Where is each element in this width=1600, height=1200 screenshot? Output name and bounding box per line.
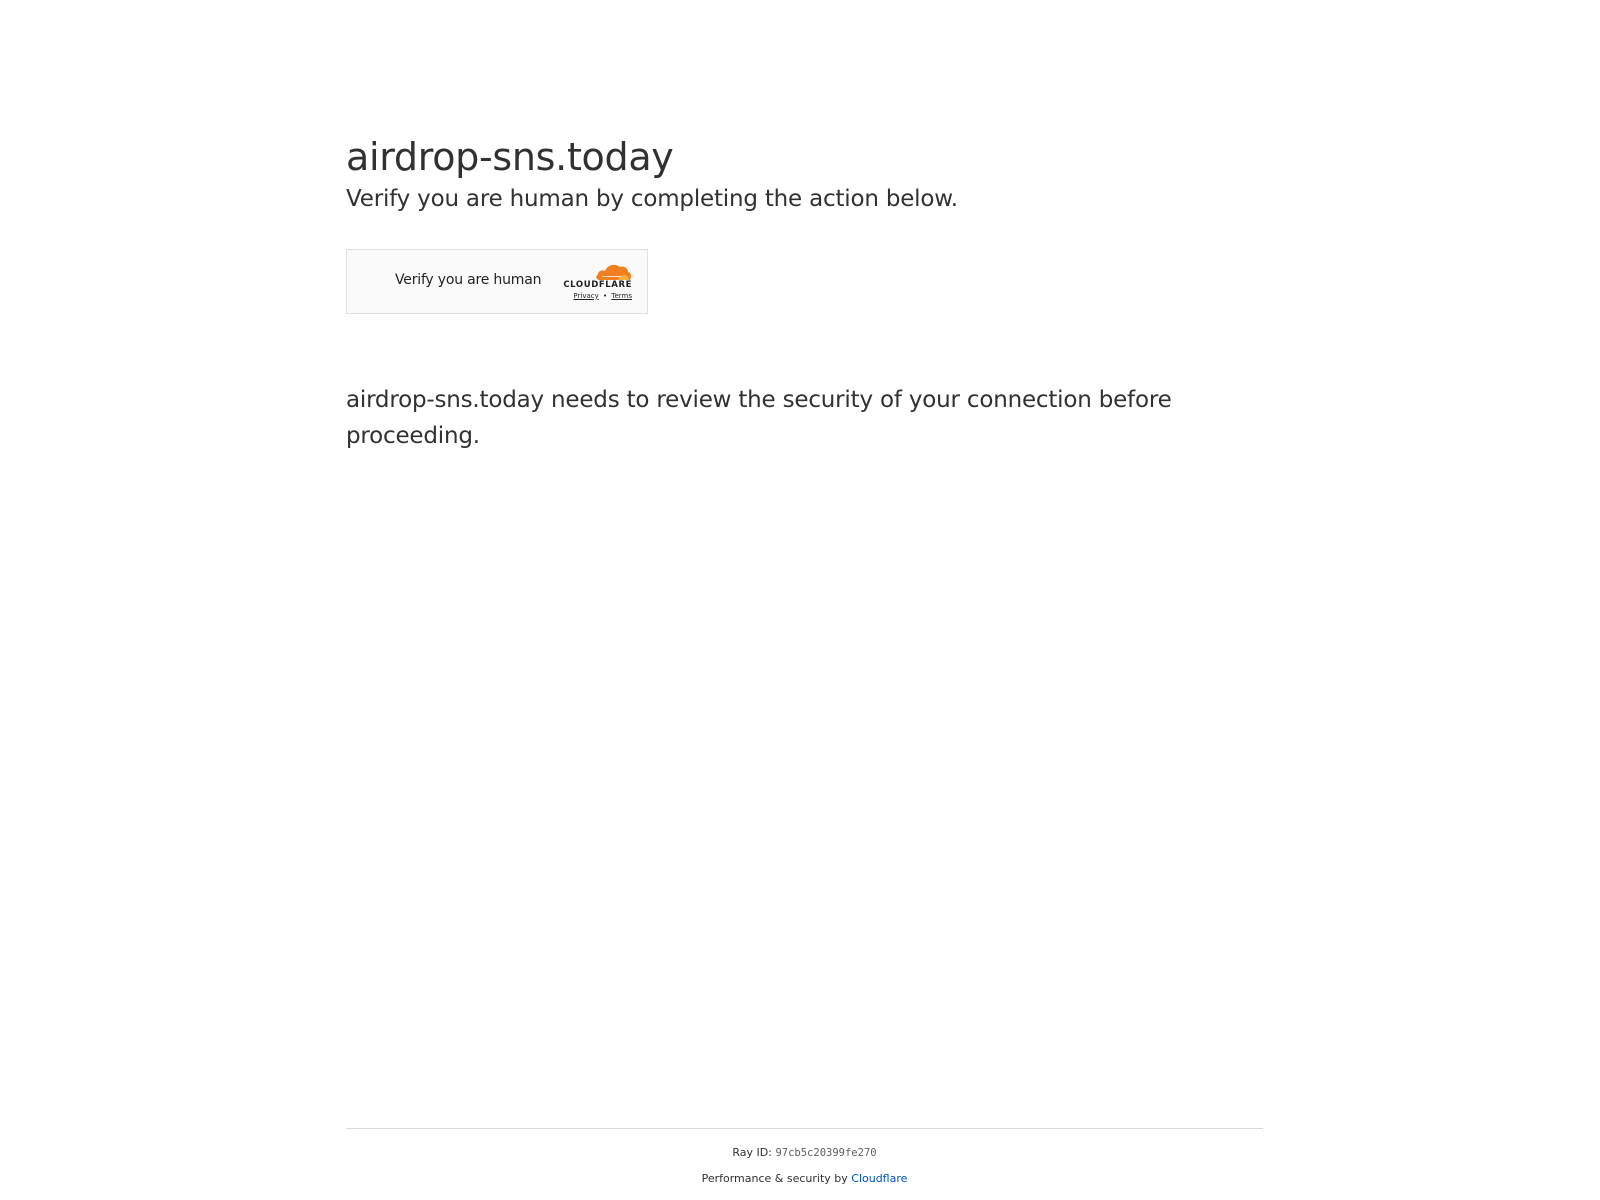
cloudflare-link[interactable]: Cloudflare: [851, 1172, 908, 1185]
page-title: airdrop-sns.today: [346, 135, 674, 179]
security-review-text: airdrop-sns.today needs to review the security of your connection before proceeding.: [346, 386, 1172, 449]
human-verification-widget[interactable]: [346, 249, 648, 314]
widget-links: [573, 292, 632, 300]
footer: [346, 1128, 1263, 1187]
privacy-link[interactable]: Privacy: [573, 291, 599, 300]
terms-link[interactable]: Terms: [611, 291, 632, 300]
cloudflare-cloud-icon: [594, 261, 632, 281]
cloudflare-wordmark: CLOUDFLARE: [563, 279, 632, 290]
link-separator: •: [603, 291, 608, 300]
performance-label: Performance & security by: [701, 1172, 848, 1185]
main-content: [346, 134, 1266, 454]
page-subtitle: Verify you are human by completing the action below.: [346, 185, 958, 212]
performance-line: [346, 1171, 1263, 1187]
verify-human-label[interactable]: Verify you are human: [395, 271, 542, 288]
ray-id-line: [346, 1145, 1263, 1161]
ray-id-label: Ray ID:: [732, 1146, 772, 1159]
cloudflare-brand: [554, 261, 632, 303]
ray-id-value: 97cb5c20399fe270: [775, 1147, 877, 1159]
